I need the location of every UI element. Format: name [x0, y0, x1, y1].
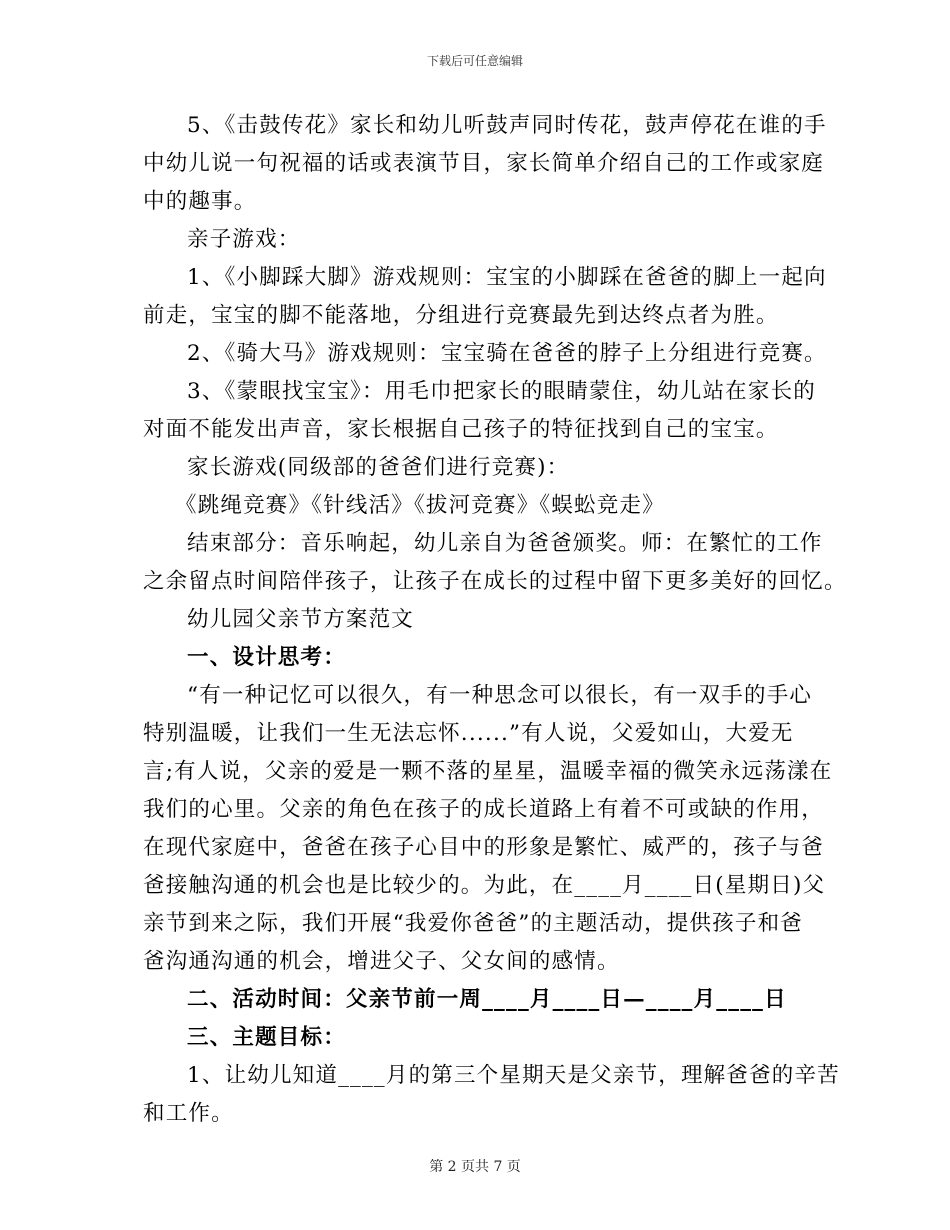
text-line: 亲节到来之际，我们开展“我爱你爸爸”的主题活动，提供孩子和爸: [143, 911, 803, 936]
text-line: 一、设计思考：: [187, 645, 346, 670]
text-line: 言;有人说，父亲的爱是一颗不落的星星，温暖幸福的微笑永远荡漾在: [143, 759, 833, 784]
paragraph-section-title: [143, 601, 811, 639]
paragraph-game-list: [143, 487, 811, 525]
paragraph-goal-one: [143, 1057, 840, 1133]
text-line: 特别温暖，让我们一生无法忘怀......”有人说，父爱如山，大爱无: [143, 721, 794, 746]
text-line: 和工作。: [143, 1101, 234, 1126]
text-line: 幼儿园父亲节方案范文: [187, 607, 415, 632]
text-line: 在现代家庭中，爸爸在孩子心目中的形象是繁忙、威严的，孩子与爸: [143, 835, 825, 860]
text-line: 二、活动时间：父亲节前一周____月____日—____月____日: [187, 987, 787, 1012]
text-line: 之余留点时间陪伴孩子，让孩子在成长的过程中留下更多美好的回忆。: [143, 569, 847, 594]
text-line: 1、让幼儿知道____月的第三个星期天是父亲节，理解爸爸的辛苦: [187, 1063, 840, 1088]
paragraph-design-thinking: [143, 677, 833, 981]
text-line: 1、《小脚踩大脚》游戏规则：宝宝的小脚踩在爸爸的脚上一起向: [187, 265, 827, 290]
paragraph-game-small-feet: [143, 259, 827, 335]
document-body: [143, 107, 847, 1133]
paragraph-game-pass-flower: [143, 107, 827, 221]
text-line: 对面不能发出声音，家长根据自己孩子的特征找到自己的宝宝。: [143, 417, 779, 442]
text-line: 5、《击鼓传花》家长和幼儿听鼓声同时传花，鼓声停花在谁的手: [187, 113, 827, 138]
page-footer: 第 2 页共 7 页: [429, 1159, 521, 1175]
paragraph-parent-child-games: [143, 221, 811, 259]
text-line: 前走，宝宝的脚不能落地，分组进行竞赛最先到达终点者为胜。: [143, 303, 779, 328]
paragraph-ending: [143, 525, 847, 601]
paragraph-game-blindfold: [143, 373, 816, 449]
heading-theme-goals: [143, 1019, 811, 1057]
heading-activity-time: [143, 981, 811, 1019]
paragraph-parent-games: [143, 449, 811, 487]
text-line: 中的趣事。: [143, 189, 257, 214]
text-line: 《跳绳竞赛》《针线活》《拔河竞赛》《蜈蚣竞走》: [175, 493, 665, 518]
text-line: 爸接触沟通的机会也是比较少的。为此，在____月____日(星期日)父: [143, 873, 826, 898]
text-line: 家长游戏(同级部的爸爸们进行竞赛)：: [187, 455, 570, 480]
text-line: 中幼儿说一句祝福的话或表演节目，家长简单介绍自己的工作或家庭: [143, 151, 825, 176]
text-line: 亲子游戏：: [187, 227, 301, 252]
text-line: 3、《蒙眼找宝宝》：用毛巾把家长的眼睛蒙住，幼儿站在家长的: [187, 379, 816, 404]
text-line: “有一种记忆可以很久，有一种思念可以很长，有一双手的手心: [187, 683, 813, 708]
text-line: 结束部分：音乐响起，幼儿亲自为爸爸颁奖。师：在繁忙的工作: [187, 531, 823, 556]
text-line: 爸沟通沟通的机会，增进父子、父女间的感情。: [143, 949, 620, 974]
text-line: 2、《骑大马》游戏规则：宝宝骑在爸爸的脖子上分组进行竞赛。: [187, 341, 827, 366]
heading-design-thinking: [143, 639, 811, 677]
page-header: 下载后可任意编辑: [426, 54, 523, 68]
paragraph-game-ride-horse: [143, 335, 827, 373]
text-line: 我们的心里。父亲的角色在孩子的成长道路上有着不可或缺的作用，: [143, 797, 825, 822]
text-line: 三、主题目标：: [187, 1025, 346, 1050]
